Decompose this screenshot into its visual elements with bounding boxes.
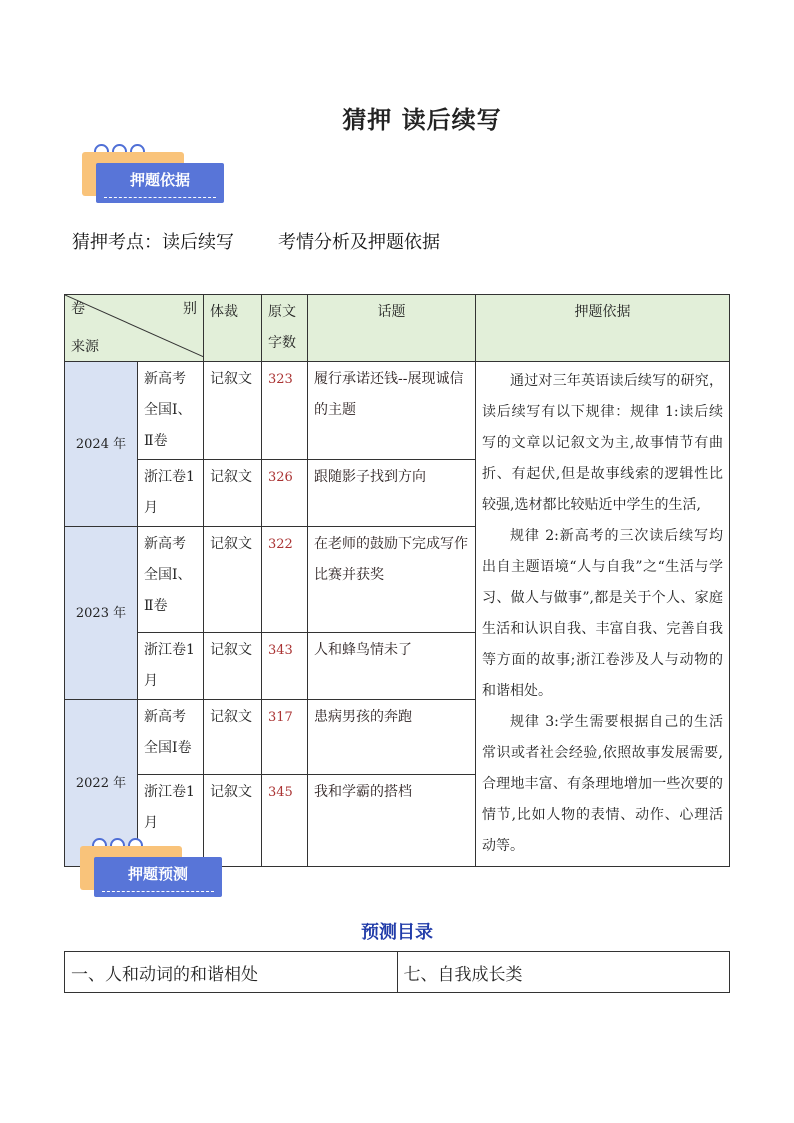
header-bie: 别 [183, 301, 197, 317]
count-cell: 343 [262, 633, 308, 700]
table-row [65, 952, 730, 993]
genre-cell: 记叙文 [204, 775, 262, 867]
prediction-item: 七、自我成长类 [397, 952, 730, 993]
topic-cell: 跟随影子找到方向 [308, 460, 476, 527]
count-cell: 345 [262, 775, 308, 867]
subtitle-left: 猜押考点：读后续写 [72, 232, 234, 253]
count-cell: 322 [262, 527, 308, 633]
subtitle [72, 228, 440, 254]
basis-paragraph: 规律 2:新高考的三次读后续写均出自主题语境“人与自我”之“生活与学习、做人与做事”,都是关于个人、家庭生活和认识自我、丰富自我、完善自我等方面的故事;浙江卷涉及人与动物的和谐相处。 [482, 528, 723, 699]
genre-cell: 记叙文 [204, 700, 262, 775]
table-header-row [65, 295, 730, 362]
year-cell: 2022 年 [65, 700, 138, 867]
subtitle-right: 考情分析及押题依据 [278, 232, 440, 253]
basis-paragraph: 通过对三年英语读后续写的研究，读后续写有以下规律：规律 1:读后续写的文章以记叙文为主,故事情节有曲折、有起伏,但是故事线索的逻辑性比较强,选材都比较贴近中学生的生活, [482, 373, 723, 513]
topic-cell: 我和学霸的搭档 [308, 775, 476, 867]
header-genre: 体裁 [204, 295, 262, 362]
source-cell: 新高考全国Ⅰ、Ⅱ卷 [138, 527, 204, 633]
analysis-table [64, 294, 730, 867]
genre-cell: 记叙文 [204, 633, 262, 700]
page-title: 猜押 读后续写 [342, 106, 502, 134]
basis-paragraph: 规律 3:学生需要根据自己的生活常识或者社会经验,依照故事发展需要,合理地丰富、有条理地增加一些次要的情节,比如人物的表情、动作、心理活动等。 [482, 714, 723, 854]
diagonal-header-cell [65, 295, 204, 362]
header-basis: 押题依据 [476, 295, 730, 362]
source-cell: 浙江卷1月 [138, 460, 204, 527]
topic-cell: 履行承诺还钱--展现诚信的主题 [308, 362, 476, 460]
topic-cell: 患病男孩的奔跑 [308, 700, 476, 775]
badge-label: 押题预测 [94, 857, 222, 897]
basis-cell [476, 362, 730, 867]
header-topic: 话题 [308, 295, 476, 362]
year-cell: 2023 年 [65, 527, 138, 700]
badge-label: 押题依据 [96, 163, 224, 203]
genre-cell: 记叙文 [204, 460, 262, 527]
year-cell: 2024 年 [65, 362, 138, 527]
topic-cell: 人和蜂鸟情未了 [308, 633, 476, 700]
source-cell: 新高考全国Ⅰ、Ⅱ卷 [138, 362, 204, 460]
section-badge-basis [82, 144, 232, 214]
genre-cell: 记叙文 [204, 527, 262, 633]
prediction-title: 预测目录 [361, 922, 433, 943]
genre-cell: 记叙文 [204, 362, 262, 460]
source-cell: 新高考全国Ⅰ卷 [138, 700, 204, 775]
topic-cell: 在老师的鼓励下完成写作比赛并获奖 [308, 527, 476, 633]
count-cell: 317 [262, 700, 308, 775]
prediction-item: 一、人和动词的和谐相处 [65, 952, 398, 993]
source-cell: 浙江卷1月 [138, 775, 204, 867]
count-cell: 326 [262, 460, 308, 527]
table-row [65, 362, 730, 460]
header-juan: 卷 [71, 301, 85, 317]
header-wordcount: 原文字数 [262, 295, 308, 362]
source-cell: 浙江卷1月 [138, 633, 204, 700]
count-cell: 323 [262, 362, 308, 460]
prediction-table [64, 951, 730, 993]
section-badge-prediction [80, 838, 230, 908]
header-source: 来源 [71, 339, 99, 355]
